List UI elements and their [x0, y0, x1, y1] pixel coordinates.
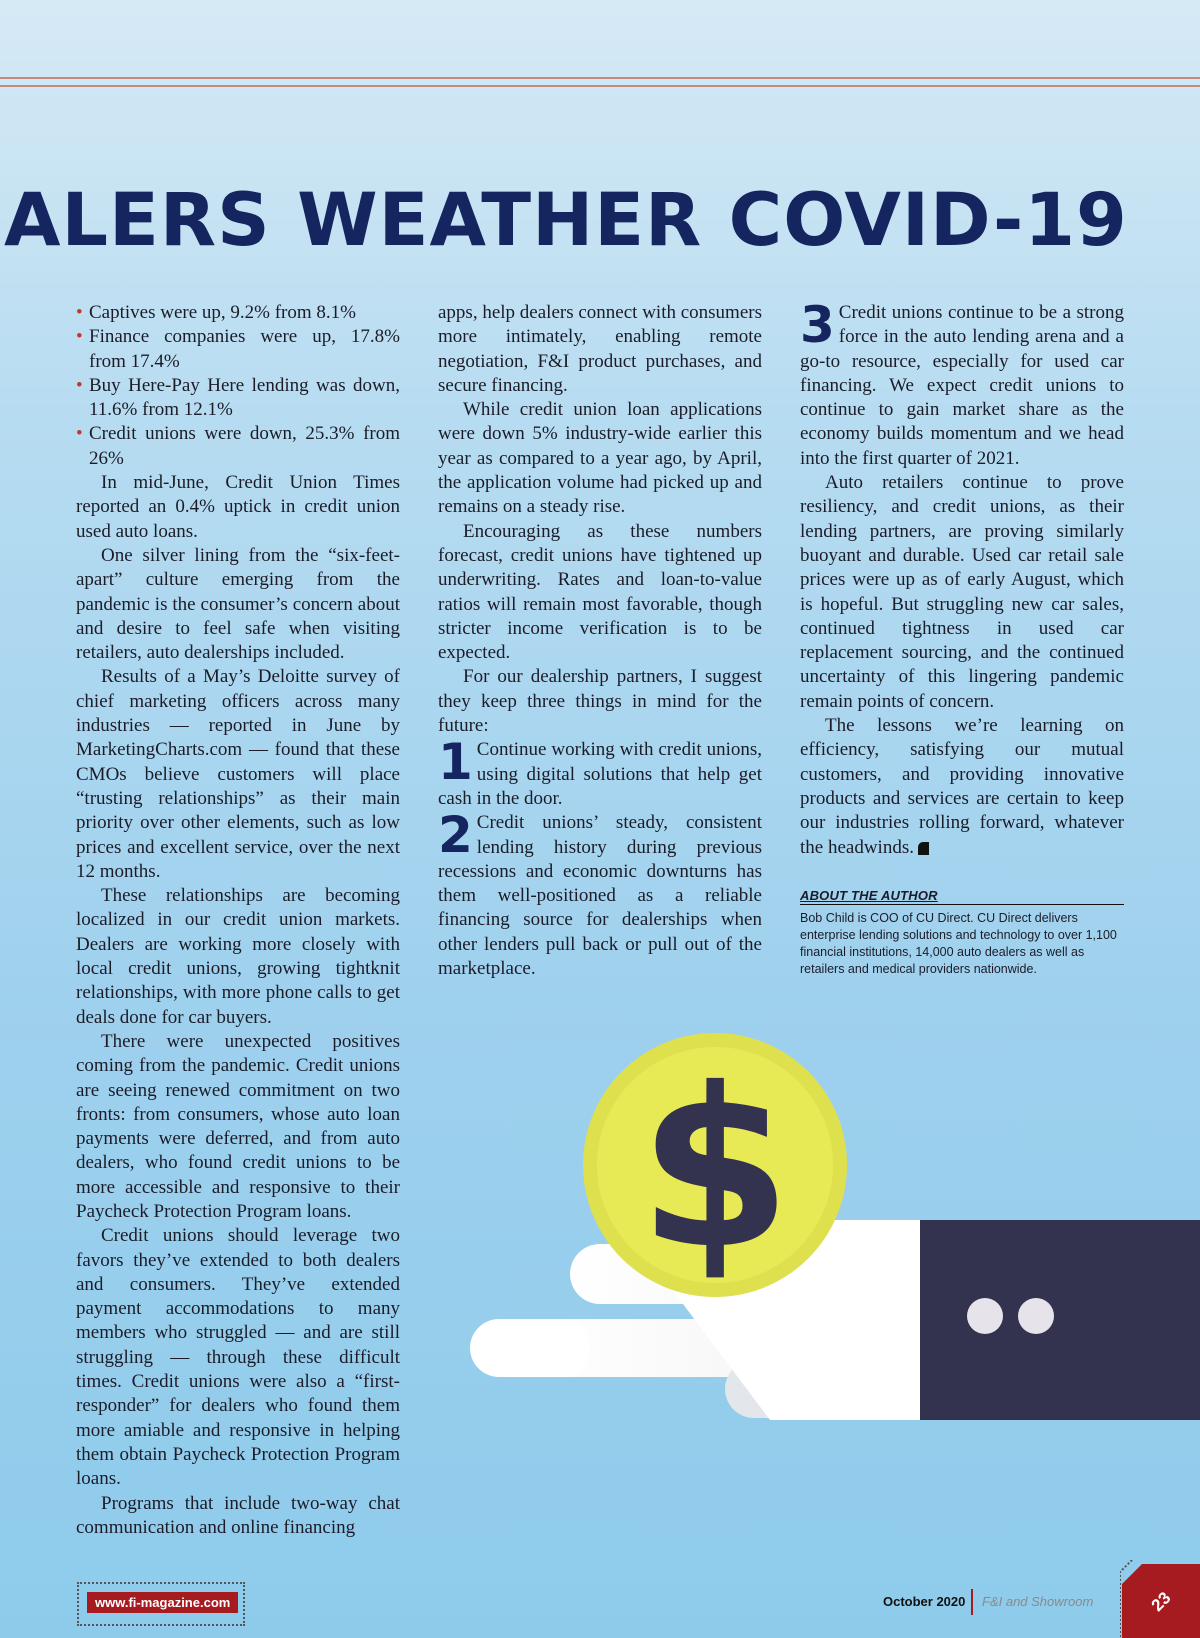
hand-holding-coin-icon: [470, 1030, 1200, 1435]
body-paragraph: Credit unions should leverage two favors they’ve extended to both dealers and consumers. They’ve extended payment accommodations to many members who struggled — and are still struggling — through these difficult times. Credit unions were also a “first-responder” for dealers who found them more amiable and responsive in helping them obtain Paycheck Protection Program loans.: [76, 1225, 400, 1490]
about-the-author: [800, 888, 1124, 978]
stats-bullet-list: [76, 301, 400, 471]
tip-text: Continue working with credit unions, using digital solutions that help get cash in the door.: [438, 739, 762, 809]
body-paragraph: In mid-June, Credit Union Times reported an 0.4% uptick in credit union used auto loans.: [76, 472, 400, 542]
author-bio: Bob Child is COO of CU Direct. CU Direct delivers enterprise lending solutions and technology to over 1,100 financial institutions, 14,000 auto dealers as well as retailers and medical providers nationwide.: [800, 911, 1117, 976]
article-column-3: [800, 296, 1124, 860]
numbered-tip-3: [800, 296, 1124, 471]
page-number: 23: [1147, 1588, 1175, 1616]
body-paragraph: For our dealership partners, I suggest they keep three things in mind for the future:: [438, 666, 762, 737]
header-rule-top: [0, 77, 1200, 79]
publication-name: F&I and Showroom: [982, 1594, 1094, 1609]
website-url-box: [77, 1582, 245, 1626]
article-headline: ALERS WEATHER COVID-19: [4, 178, 1128, 263]
footer-divider: [971, 1589, 973, 1615]
issue-date: October 2020: [883, 1594, 966, 1609]
sleeve-shape: [920, 1220, 1200, 1420]
end-of-article-icon: [918, 842, 929, 855]
body-paragraph: Results of a May’s Deloitte survey of chief marketing officers across many industries — reported in June by MarketingCharts.com — found that these CMOs believe customers will place “trusting relationships” as their main priority over other elements, such as low prices and excellent service, over the next 12 months.: [76, 666, 400, 882]
article-column-1: [76, 301, 400, 1540]
tip-number: 3: [800, 296, 835, 354]
body-paragraph: These relationships are becoming localized in our credit union markets. Dealers are working more closely with local credit unions, growing tightknit relationships, with more phone calls to get deals done for car buyers.: [76, 885, 400, 1028]
body-paragraph: One silver lining from the “six-feet-apart” culture emerging from the pandemic is the consumer’s concern about and desire to feel safe when visiting retailers, auto dealerships included.: [76, 544, 400, 664]
list-item: • Credit unions were down, 25.3% from 26%: [76, 423, 400, 469]
numbered-tip-1: [438, 733, 762, 811]
body-paragraph: The lessons we’re learning on efficiency, satisfying our mutual customers, and providing innovative products and services are certain to keep our industries rolling forward, whatever the headwinds.: [800, 715, 1124, 858]
body-paragraph: Auto retailers continue to prove resiliency, and credit unions, as their lending partners, are proving similarly buoyant and durable. Used car retail sale prices were up as of early August, which is hopeful. But struggling new car sales, continued tightness in used car replacement sourcing, and the continued uncertainty of this lingering pandemic remain points of concern.: [800, 472, 1124, 712]
body-paragraph: There were unexpected positives coming from the pandemic. Credit unions are seeing renewed commitment on two fronts: from consumers, whose auto loan payments were deferred, and from auto dealers, who found credit unions to be more accessible and responsive to their Paycheck Protection Program loans.: [76, 1030, 400, 1222]
article-column-2: [438, 301, 762, 981]
header-rule-bottom: [0, 85, 1200, 87]
tip-text: Credit unions continue to be a strong force in the auto lending arena and a go-to resource, especially for used car financing. We expect credit unions to continue to gain market share as the economy builds momentum and we head into the first quarter of 2021.: [800, 302, 1124, 469]
body-paragraph: apps, help dealers connect with consumers more intimately, enabling remote negotiation, F&I product purchases, and secure financing.: [438, 302, 762, 396]
body-paragraph: Encouraging as these numbers forecast, credit unions have tightened up underwriting. Rates and loan-to-value ratios will remain most favorable, though stricter income verification is to be expected.: [438, 520, 762, 664]
list-item: • Buy Here-Pay Here lending was down, 11.6% from 12.1%: [76, 374, 400, 421]
tip-number: 2: [438, 806, 473, 865]
tip-text: Credit unions’ steady, consistent lending history during previous recessions and economic downturns has them well-positioned as a reliable financing source for dealerships when other lenders pull back or pull out of the marketplace.: [438, 812, 762, 980]
body-paragraph: Programs that include two-way chat communication and online financing: [76, 1492, 400, 1538]
cuff-button-icon: [967, 1298, 1003, 1334]
website-url[interactable]: www.fi-magazine.com: [87, 1592, 238, 1613]
list-item: • Captives were up, 9.2% from 8.1%: [76, 302, 356, 323]
body-paragraph: While credit union loan applications were down 5% industry-wide earlier this year as compared to a year ago, by April, the application volume had picked up and remains on a steady rise.: [438, 399, 762, 518]
numbered-tip-2: [438, 806, 762, 981]
list-item: • Finance companies were up, 17.8% from 17.4%: [76, 326, 400, 372]
cuff-button-icon: [1018, 1298, 1054, 1334]
dollar-sign-icon: $: [638, 1041, 792, 1297]
author-heading: ABOUT THE AUTHOR: [800, 888, 1124, 905]
tip-number: 1: [438, 733, 473, 792]
